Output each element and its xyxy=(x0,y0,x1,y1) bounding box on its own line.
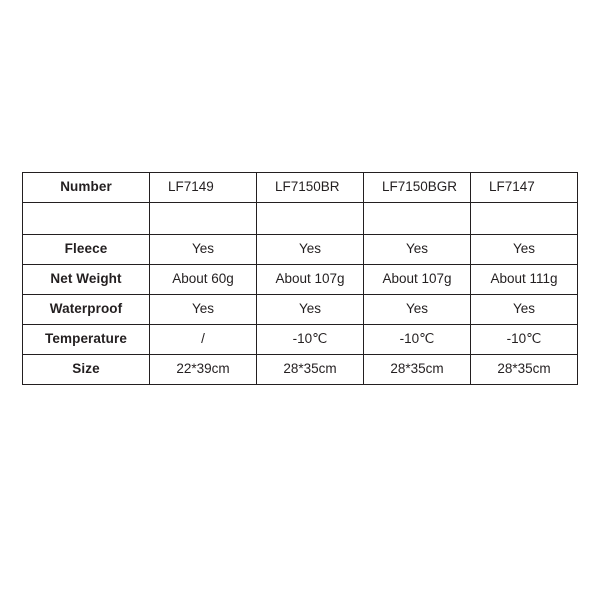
table-cell: Yes xyxy=(471,235,578,265)
table-cell: LF7150BGR xyxy=(364,173,471,203)
table-cell: / xyxy=(150,325,257,355)
row-label: Net Weight xyxy=(23,265,150,295)
row-label: Number xyxy=(23,173,150,203)
table-cell: 28*35cm xyxy=(471,355,578,385)
table-cell: Yes xyxy=(150,295,257,325)
table-cell: About 111g xyxy=(471,265,578,295)
table-cell: About 107g xyxy=(364,265,471,295)
row-label: Temperature xyxy=(23,325,150,355)
table-cell: Yes xyxy=(257,235,364,265)
specification-table-container xyxy=(22,172,578,385)
table-row xyxy=(23,173,578,203)
table-cell: LF7147 xyxy=(471,173,578,203)
table-cell: Yes xyxy=(364,235,471,265)
row-label: Fleece xyxy=(23,235,150,265)
table-cell xyxy=(257,203,364,235)
table-row xyxy=(23,203,578,235)
table-cell: LF7150BR xyxy=(257,173,364,203)
table-cell: -10℃ xyxy=(471,325,578,355)
table-cell: Yes xyxy=(471,295,578,325)
table-cell xyxy=(471,203,578,235)
table-cell xyxy=(150,203,257,235)
table-cell: About 107g xyxy=(257,265,364,295)
table-cell: 22*39cm xyxy=(150,355,257,385)
specification-table xyxy=(22,172,578,385)
table-cell: About 60g xyxy=(150,265,257,295)
table-cell: -10℃ xyxy=(257,325,364,355)
table-row xyxy=(23,355,578,385)
table-cell xyxy=(364,203,471,235)
table-row xyxy=(23,235,578,265)
table-cell: 28*35cm xyxy=(364,355,471,385)
table-row xyxy=(23,265,578,295)
table-row xyxy=(23,325,578,355)
table-cell: 28*35cm xyxy=(257,355,364,385)
table-cell: Yes xyxy=(364,295,471,325)
table-body xyxy=(23,173,578,385)
table-cell: Yes xyxy=(150,235,257,265)
row-label: Size xyxy=(23,355,150,385)
row-label: Waterproof xyxy=(23,295,150,325)
table-cell: Yes xyxy=(257,295,364,325)
table-row xyxy=(23,295,578,325)
table-cell: LF7149 xyxy=(150,173,257,203)
table-cell: -10℃ xyxy=(364,325,471,355)
row-label xyxy=(23,203,150,235)
